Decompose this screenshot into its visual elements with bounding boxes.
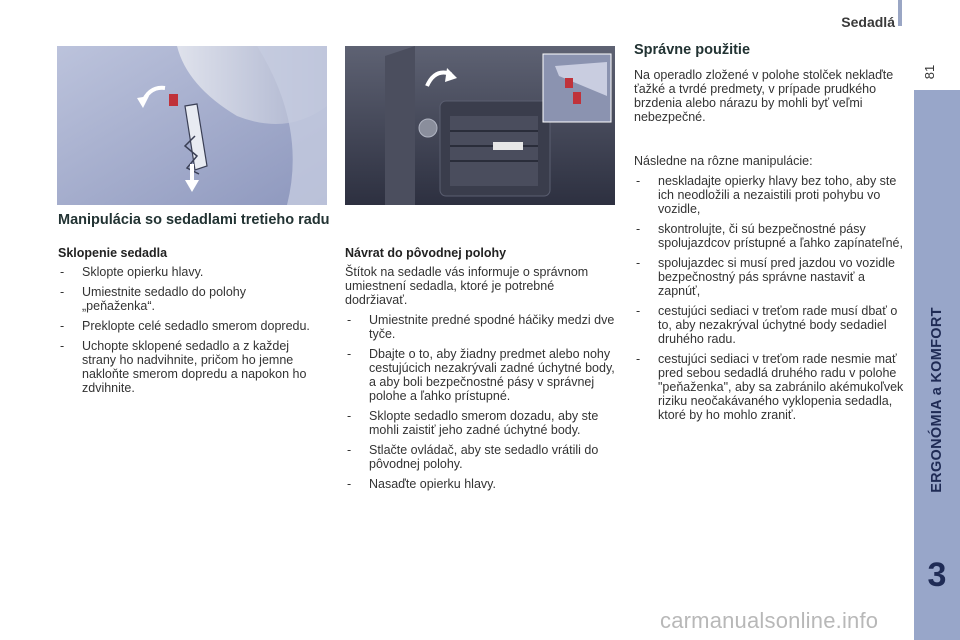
header-bar [898, 0, 902, 26]
correct-use-column [634, 42, 906, 428]
page-number: 81 [922, 64, 937, 80]
list-item: - Stlačte ovládač, aby ste sedadlo vrátili do pôvodnej polohy. [345, 443, 615, 471]
return-steps [345, 313, 615, 491]
chapter-tab-label [914, 250, 960, 550]
correct-use-title: Správne použitie [634, 42, 751, 58]
seat-hooks-photo [345, 46, 615, 205]
list-item: - Nasaďte opierku hlavy. [345, 477, 615, 491]
headrest-photo [57, 46, 327, 205]
fold-heading: Sklopenie sedadla [58, 246, 168, 260]
chapter-label-text: ERGONÓMIA a KOMFORT [929, 307, 945, 493]
list-item: - Umiestnite sedadlo do polohy „peňaženka“. [58, 285, 313, 313]
return-intro: Štítok na sedadle vás informuje o správnom umiestnení sedadla, ktoré je potrebné dodržiavať. [345, 265, 589, 307]
fold-steps [58, 265, 313, 395]
following-paragraph: Následne na rôzne manipulácie: [634, 154, 813, 168]
warning-paragraph: Na operadlo zložené v polohe stolček neklaďte ťažké a tvrdé predmety, v prípade prudkého brzdenia alebo nárazu by mohli byť veľmi nebezpečné. [634, 68, 894, 124]
list-item: - Dbajte o to, aby žiadny predmet alebo nohy cestujúcich nezakrývali zadné úchytné body, a aby boli bezpečnostné pásy v správnej polohe a ľahko prístupné. [345, 347, 615, 403]
list-item: - Uchopte sklopené sedadlo a z každej strany ho nadvihnite, pričom ho jemne nakloňte smerom dopredu a napokon ho zdvihnite. [58, 339, 313, 395]
running-header: Sedadlá [841, 14, 895, 30]
list-item: - Sklopte sedadlo smerom dozadu, aby ste mohli zaistiť jeho zadné úchytné body. [345, 409, 615, 437]
list-item: - skontrolujte, či sú bezpečnostné pásy spolujazdcov prístupné a ľahko zapínateľné, [634, 222, 906, 250]
list-item: - Umiestnite predné spodné háčiky medzi dve tyče. [345, 313, 615, 341]
list-item: - spolujazdec si musí pred jazdou vo vozidle bezpečnostný pás správne nastaviť a zapnúť, [634, 256, 906, 298]
list-item: - neskladajte opierky hlavy bez toho, aby ste ich neodložili a nezaistili proti pohybu vo vozidle, [634, 174, 906, 216]
watermark: carmanualsonline.info [660, 608, 879, 633]
list-item: - Sklopte opierku hlavy. [58, 265, 313, 279]
fold-column [58, 246, 313, 401]
safety-list [634, 174, 906, 422]
return-column [345, 246, 615, 497]
list-item: - Preklopte celé sedadlo smerom dopredu. [58, 319, 313, 333]
list-item: - cestujúci sediaci v treťom rade nesmie mať pred sebou sedadlá druhého radu v polohe "peňaženka", aby sa zabránilo akémukoľvek riziku neočakávaného vyklopenia sedadla, ktoré by ho mohlo zraniť. [634, 352, 906, 422]
return-heading: Návrat do pôvodnej polohy [345, 246, 507, 260]
chapter-number: 3 [927, 556, 947, 594]
section-title: Manipulácia so sedadlami tretieho radu [58, 212, 330, 228]
list-item: - cestujúci sediaci v treťom rade musí dbať o to, aby nezakrýval úchytné body sedadiel druhého radu. [634, 304, 906, 346]
